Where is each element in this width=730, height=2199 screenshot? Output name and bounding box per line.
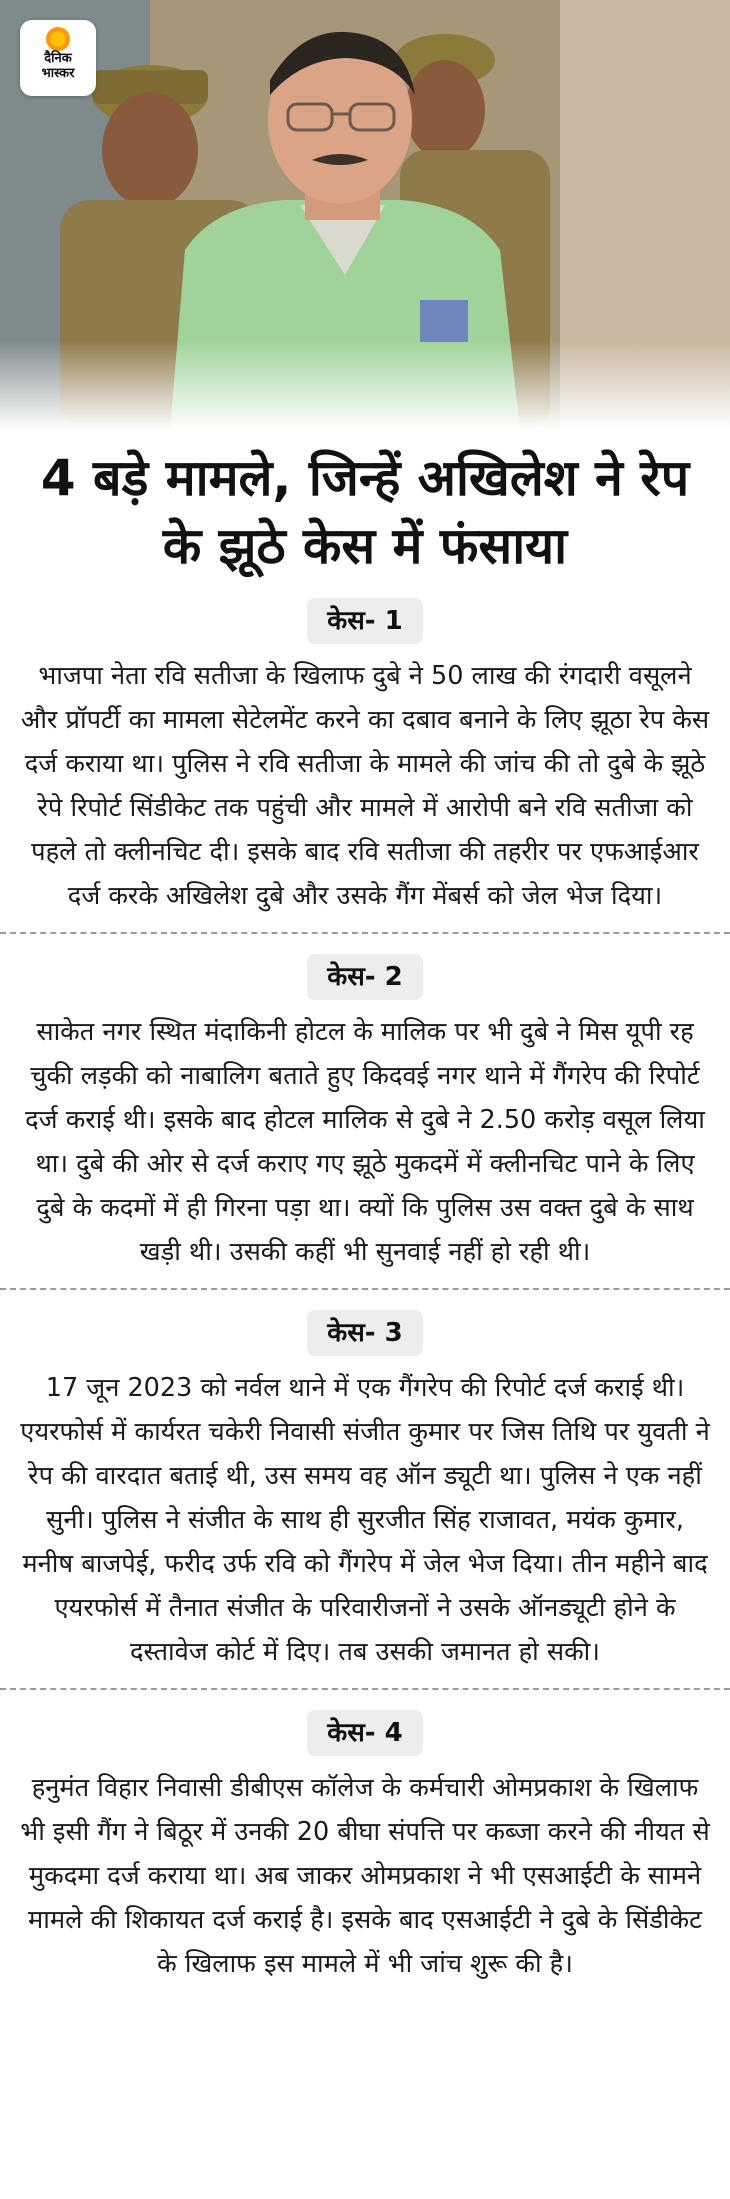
hero-photo [0, 0, 730, 430]
case-text: साकेत नगर स्थित मंदाकिनी होटल के मालिक पर भी दुबे ने मिस यूपी रह चुकी लड़की को नाबालिग बताते हुए किदवई नगर थाने में गैंगरेप की रिपोर्ट दर्ज कराई थी। इसके बाद होटल मालिक से दुबे ने 2.50 करोड़ वसूल लिया था। दुबे की ओर से दर्ज कराए गए झूठे मुकदमें में क्लीनचिट पाने के लिए दुबे के कदमों में ही गिरना पड़ा था। क्यों कि पुलिस उस वक्त दुबे के साथ खड़ी थी। उसकी कहीं भी सुनवाई नहीं हो रही थी। [25, 1017, 705, 1267]
sun-icon [46, 27, 70, 51]
dashed-divider [0, 1288, 730, 1290]
case-label: केस- 2 [307, 954, 422, 1000]
case-label: केस- 1 [307, 598, 422, 644]
dashed-divider [0, 932, 730, 934]
case-text: हनुमंत विहार निवासी डीबीएस कॉलेज के कर्मचारी ओमप्रकाश के खिलाफ भी इसी गैंग ने बिठूर में उनकी 20 बीघा संपत्ति पर कब्जा करने की नीयत से मुकदमा दर्ज कराया था। अब जाकर ओमप्रकाश ने भी एसआईटी के सामने मामले की शिकायत दर्ज कराई है। इसके बाद एसआईटी ने दुबे के सिंडीकेट के खिलाफ इस मामले में भी जांच शुरू की है। [20, 1773, 710, 1979]
case-1 [0, 598, 730, 918]
headline: 4 बड़े मामले, जिन्हें अखिलेश ने रेप के झूठे केस में फंसाया [40, 449, 690, 575]
dainik-bhaskar-logo [20, 20, 96, 96]
case-text: भाजपा नेता रवि सतीजा के खिलाफ दुबे ने 50 लाख की रंगदारी वसूलने और प्रॉपर्टी का मामला सेटेलमेंट करने का दबाव बनाने के लिए झूठा रेप केस दर्ज कराया था। पुलिस ने रवि सतीजा के मामले की जांच की तो दुबे के झूठे रेपे रिपोर्ट सिंडीकेट तक पहुंची और मामले में आरोपी बने रवि सतीजा को पहले तो क्लीनचिट दी। इसके बाद रवि सतीजा की तहरीर पर एफआईआर दर्ज करके अखिलेश दुबे और उसके गैंग मेंबर्स को जेल भेज दिया। [20, 661, 710, 911]
logo-text-line2: भास्कर [41, 66, 75, 81]
case-label: केस- 3 [307, 1310, 422, 1356]
case-2 [0, 954, 730, 1274]
dashed-divider [0, 1688, 730, 1690]
logo-text-line1: दैनिक [44, 51, 72, 66]
case-4 [0, 1710, 730, 1986]
case-label: केस- 4 [307, 1710, 422, 1756]
case-3 [0, 1310, 730, 1674]
case-text: 17 जून 2023 को नर्वल थाने में एक गैंगरेप की रिपोर्ट दर्ज कराई थी। एयरफोर्स में कार्यरत चकेरी निवासी संजीत कुमार पर जिस तिथि पर युवती ने रेप की वारदात बताई थी, उस समय वह ऑन ड्यूटी था। पुलिस ने एक नहीं सुनी। पुलिस ने संजीत के साथ ही सुरजीत सिंह राजावत, मयंक कुमार, मनीष बाजपेई, फरीद उर्फ रवि को गैंगरेप में जेल भेज दिया। तीन महीने बाद एयरफोर्स में तैनात संजीत के परिवारीजनों ने उसके ऑनड्यूटी होने के दस्तावेज कोर्ट में दिए। तब उसकी जमानत हो सकी। [20, 1373, 710, 1667]
